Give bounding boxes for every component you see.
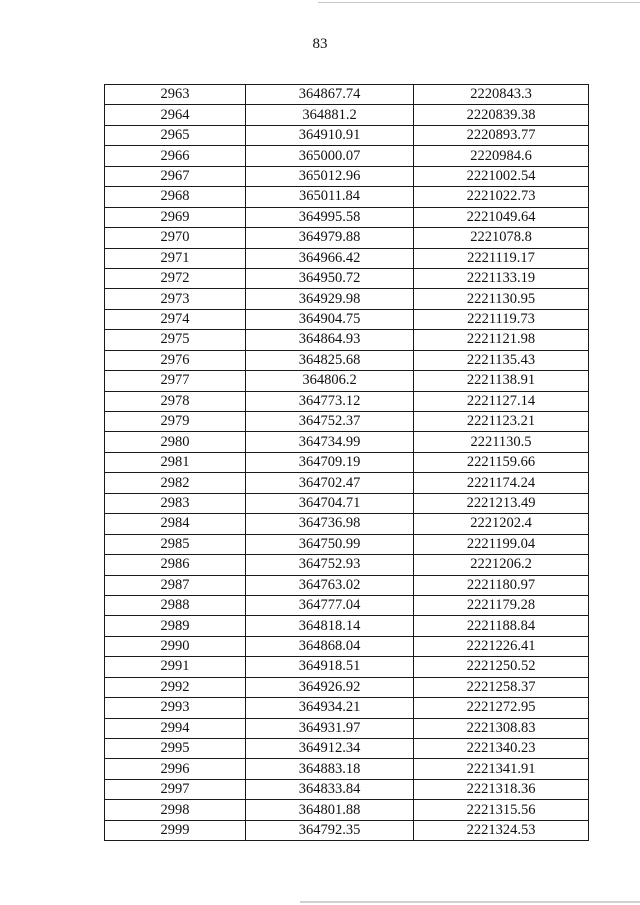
point-number-cell: 2981 [105,452,246,472]
point-number-cell: 2964 [105,105,246,125]
y-coordinate-cell: 2220843.3 [414,85,589,105]
x-coordinate-cell: 364867.74 [246,85,414,105]
y-coordinate-cell: 2221174.24 [414,473,589,493]
y-coordinate-cell: 2221159.66 [414,452,589,472]
point-number-cell: 2976 [105,350,246,370]
x-coordinate-cell: 364883.18 [246,759,414,779]
y-coordinate-cell: 2221119.17 [414,248,589,268]
point-number-cell: 2986 [105,555,246,575]
y-coordinate-cell: 2220839.38 [414,105,589,125]
y-coordinate-cell: 2221180.97 [414,575,589,595]
y-coordinate-cell: 2221188.84 [414,616,589,636]
table-row [105,779,589,799]
y-coordinate-cell: 2221341.91 [414,759,589,779]
point-number-cell: 2980 [105,432,246,452]
y-coordinate-cell: 2221123.21 [414,412,589,432]
table-row [105,391,589,411]
table-row [105,759,589,779]
y-coordinate-cell: 2220984.6 [414,146,589,166]
scan-edge-top [318,2,640,3]
x-coordinate-cell: 365011.84 [246,187,414,207]
table-row [105,350,589,370]
table-row [105,105,589,125]
x-coordinate-cell: 364950.72 [246,268,414,288]
point-number-cell: 2966 [105,146,246,166]
y-coordinate-cell: 2220893.77 [414,125,589,145]
x-coordinate-cell: 364773.12 [246,391,414,411]
table-row [105,166,589,186]
x-coordinate-cell: 364702.47 [246,473,414,493]
y-coordinate-cell: 2221206.2 [414,555,589,575]
point-number-cell: 2995 [105,739,246,759]
x-coordinate-cell: 364792.35 [246,820,414,840]
y-coordinate-cell: 2221022.73 [414,187,589,207]
y-coordinate-cell: 2221340.23 [414,739,589,759]
point-number-cell: 2974 [105,309,246,329]
point-number-cell: 2972 [105,268,246,288]
x-coordinate-cell: 364750.99 [246,534,414,554]
y-coordinate-cell: 2221324.53 [414,820,589,840]
y-coordinate-cell: 2221258.37 [414,677,589,697]
x-coordinate-cell: 364881.2 [246,105,414,125]
y-coordinate-cell: 2221119.73 [414,309,589,329]
x-coordinate-cell: 364904.75 [246,309,414,329]
point-number-cell: 2963 [105,85,246,105]
y-coordinate-cell: 2221138.91 [414,371,589,391]
x-coordinate-cell: 364918.51 [246,657,414,677]
x-coordinate-cell: 364752.93 [246,555,414,575]
y-coordinate-cell: 2221226.41 [414,636,589,656]
point-number-cell: 2979 [105,412,246,432]
y-coordinate-cell: 2221133.19 [414,268,589,288]
table-row [105,800,589,820]
y-coordinate-cell: 2221179.28 [414,595,589,615]
y-coordinate-cell: 2221272.95 [414,698,589,718]
y-coordinate-cell: 2221202.4 [414,514,589,534]
point-number-cell: 2973 [105,289,246,309]
point-number-cell: 2975 [105,330,246,350]
table-row [105,207,589,227]
x-coordinate-cell: 364709.19 [246,452,414,472]
x-coordinate-cell: 364777.04 [246,595,414,615]
x-coordinate-cell: 364868.04 [246,636,414,656]
table-row [105,268,589,288]
y-coordinate-cell: 2221308.83 [414,718,589,738]
y-coordinate-cell: 2221121.98 [414,330,589,350]
point-number-cell: 2978 [105,391,246,411]
x-coordinate-cell: 364833.84 [246,779,414,799]
page-number: 83 [312,36,328,52]
x-coordinate-cell: 364910.91 [246,125,414,145]
y-coordinate-cell: 2221002.54 [414,166,589,186]
point-number-cell: 2988 [105,595,246,615]
point-number-cell: 2982 [105,473,246,493]
point-number-cell: 2989 [105,616,246,636]
x-coordinate-cell: 364934.21 [246,698,414,718]
point-number-cell: 2965 [105,125,246,145]
point-number-cell: 2968 [105,187,246,207]
x-coordinate-cell: 364929.98 [246,289,414,309]
table-row [105,555,589,575]
x-coordinate-cell: 364763.02 [246,575,414,595]
y-coordinate-cell: 2221213.49 [414,493,589,513]
table-row [105,636,589,656]
coordinates-table-body [105,85,589,841]
point-number-cell: 2985 [105,534,246,554]
x-coordinate-cell: 364734.99 [246,432,414,452]
table-row [105,493,589,513]
point-number-cell: 2984 [105,514,246,534]
point-number-cell: 2990 [105,636,246,656]
table-row [105,289,589,309]
point-number-cell: 2983 [105,493,246,513]
x-coordinate-cell: 364931.97 [246,718,414,738]
coordinates-table [104,84,589,841]
y-coordinate-cell: 2221078.8 [414,228,589,248]
y-coordinate-cell: 2221049.64 [414,207,589,227]
x-coordinate-cell: 364818.14 [246,616,414,636]
x-coordinate-cell: 364801.88 [246,800,414,820]
y-coordinate-cell: 2221250.52 [414,657,589,677]
x-coordinate-cell: 364966.42 [246,248,414,268]
table-row [105,514,589,534]
point-number-cell: 2997 [105,779,246,799]
point-number-cell: 2991 [105,657,246,677]
y-coordinate-cell: 2221318.36 [414,779,589,799]
table-row [105,820,589,840]
table-row [105,412,589,432]
point-number-cell: 2992 [105,677,246,697]
table-row [105,228,589,248]
x-coordinate-cell: 365000.07 [246,146,414,166]
table-row [105,657,589,677]
point-number-cell: 2998 [105,800,246,820]
table-row [105,677,589,697]
point-number-cell: 2994 [105,718,246,738]
table-row [105,534,589,554]
x-coordinate-cell: 364704.71 [246,493,414,513]
table-row [105,473,589,493]
table-row [105,595,589,615]
x-coordinate-cell: 364912.34 [246,739,414,759]
x-coordinate-cell: 364864.93 [246,330,414,350]
x-coordinate-cell: 364806.2 [246,371,414,391]
x-coordinate-cell: 364926.92 [246,677,414,697]
table-row [105,432,589,452]
table-row [105,309,589,329]
x-coordinate-cell: 364736.98 [246,514,414,534]
table-row [105,371,589,391]
table-row [105,125,589,145]
point-number-cell: 2967 [105,166,246,186]
table-row [105,739,589,759]
y-coordinate-cell: 2221199.04 [414,534,589,554]
table-row [105,452,589,472]
point-number-cell: 2996 [105,759,246,779]
point-number-cell: 2977 [105,371,246,391]
x-coordinate-cell: 364825.68 [246,350,414,370]
table-row [105,616,589,636]
point-number-cell: 2969 [105,207,246,227]
y-coordinate-cell: 2221135.43 [414,350,589,370]
table-row [105,575,589,595]
x-coordinate-cell: 365012.96 [246,166,414,186]
y-coordinate-cell: 2221130.5 [414,432,589,452]
point-number-cell: 2971 [105,248,246,268]
point-number-cell: 2999 [105,820,246,840]
point-number-cell: 2987 [105,575,246,595]
y-coordinate-cell: 2221315.56 [414,800,589,820]
table-row [105,248,589,268]
table-row [105,330,589,350]
table-row [105,146,589,166]
scan-edge-bottom [300,901,640,903]
y-coordinate-cell: 2221127.14 [414,391,589,411]
table-row [105,718,589,738]
x-coordinate-cell: 364995.58 [246,207,414,227]
table-row [105,698,589,718]
x-coordinate-cell: 364979.88 [246,228,414,248]
table-row [105,85,589,105]
y-coordinate-cell: 2221130.95 [414,289,589,309]
point-number-cell: 2970 [105,228,246,248]
table-row [105,187,589,207]
x-coordinate-cell: 364752.37 [246,412,414,432]
point-number-cell: 2993 [105,698,246,718]
